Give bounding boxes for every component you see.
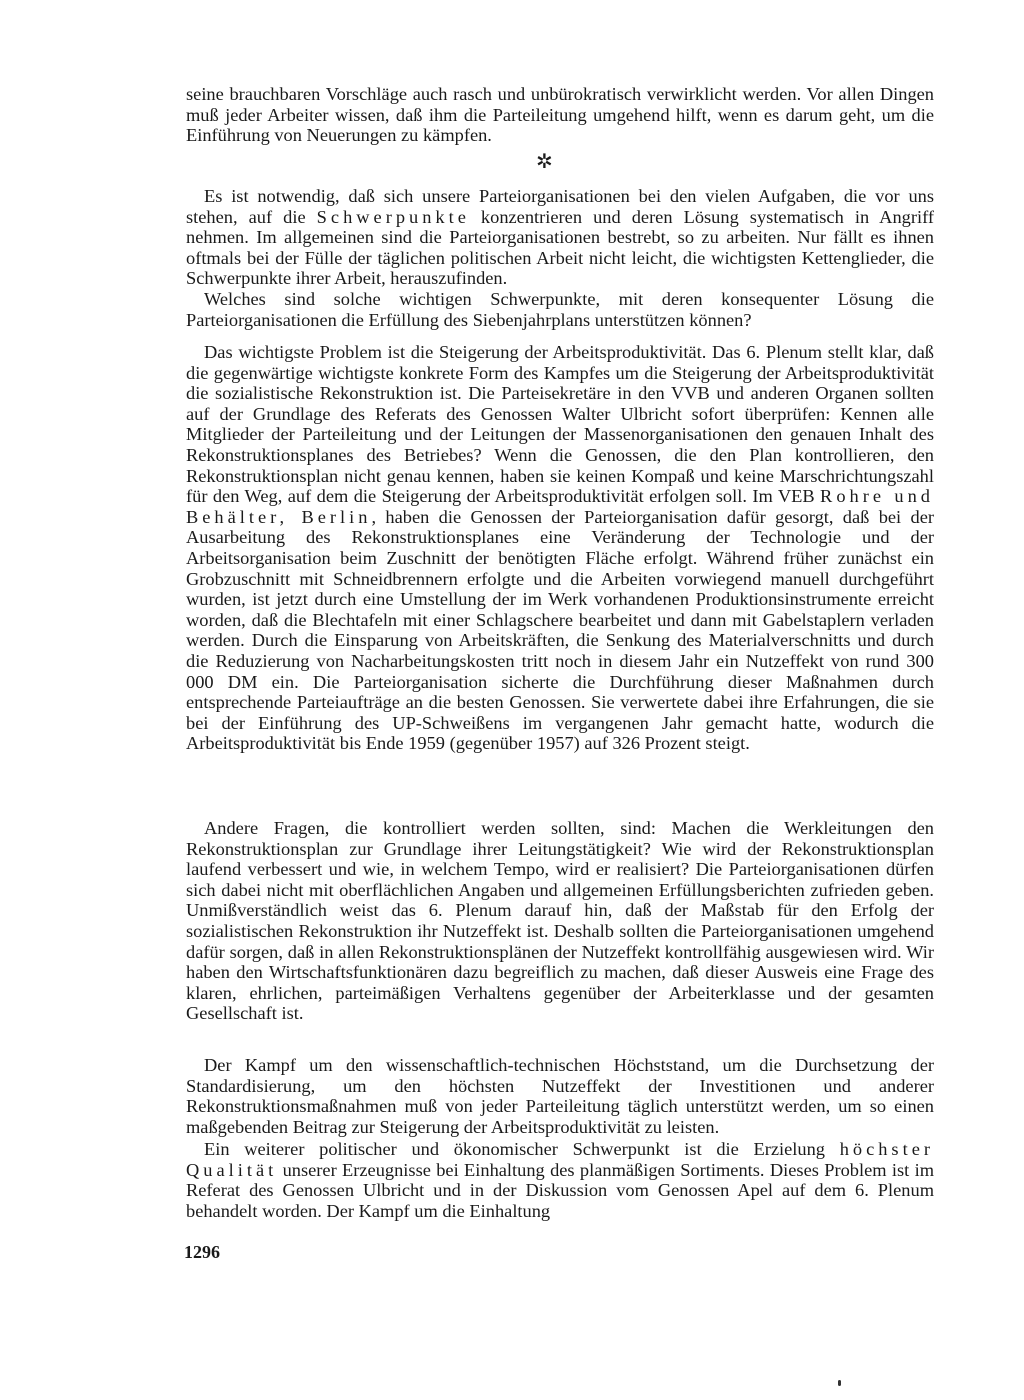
paragraph-continuation: [186, 84, 934, 146]
paragraph-text: Welches sind solche wichtigen Schwerpunkte, mit deren konsequenter Lösung die Parteiorganisationen die Erfüllung des Siebenjahrplans unterstützen können?: [186, 289, 934, 330]
paragraph-text: Das wichtigste Problem ist die Steigerung der Arbeitsproduktivität. Das 6. Plenum stellt klar, daß die gegenwärtige wichtigste konkrete Form des Kampfes um die Steigerung der Arbeitsproduktivität die sozialistische Rekonstruktion ist. Die Parteisekretäre in den VVB und anderen Organen sollten auf der Grundlage des Referats des Genossen Walter Ulbricht sofort überprüfen: Kennen alle Mitglieder der Parteileitung und der Leitungen der Massenorganisationen den genauen Inhalt des Rekonstruktionsplanes des Betriebes? Wenn die Genossen, die den Plan kontrollieren, den Rekonstruktionsplan nicht genau kennen, haben sie keinen Kompaß und keine Marschrichtungszahl für den Weg, auf dem die Steigerung der Arbeitsproduktivität erfolgen soll. Im VEB: [186, 342, 934, 507]
emphasis-text: Schwerpunkte: [316, 206, 470, 227]
paragraph-arbeitsproduktivitaet: [186, 342, 934, 754]
paragraph-text: unserer Erzeugnisse bei Einhaltung des planmäßigen Sortiments. Dieses Problem ist im Referat des Genossen Ulbricht und in der Diskussion vom Genossen Apel auf dem 6. Plenum behandelt worden. Der Kampf um die Einhaltung: [186, 1159, 934, 1221]
paragraph-text: Andere Fragen, die kontrolliert werden sollten, sind: Machen die Werkleitungen den Rekonstruktionsplan zur Grundlage ihrer Leitungstätigkeit? Wie wird der Rekonstruktionsplan laufend verbessert und wie, in welchem Tempo, wird er realisiert? Die Parteiorganisationen dürfen sich dabei nicht mit oberflächlichen Angaben und allgemeinen Erfüllungsberichten zufrieden geben. Unmißverständlich weist das 6. Plenum darauf hin, daß der Maßstab für den Erfolg der sozialistischen Rekonstruktion ihr Nutzeffekt ist. Deshalb sollten die Parteiorganisationen umgehend dafür sorgen, daß in allen Rekonstruktionsplänen der Nutzeffekt kontrollfähig ausgewiesen wird. Wir haben den Wirtschaftsfunktionären dazu begreiflich zu machen, daß dieser Ausweis eine Frage des klaren, ehrlichen, parteimäßigen Verhaltens gegenüber der Arbeiterklasse und der gesamten Gesellschaft ist.: [186, 818, 934, 1024]
emphasis-text: Rohre und Behälter, Berlin: [186, 486, 934, 527]
paragraph-text: Es ist notwendig, daß sich unsere Parteiorganisationen bei den vielen Aufgaben, die vor uns stehen, auf die: [186, 186, 934, 227]
section-separator-icon: ✲: [536, 151, 553, 173]
paragraph-text: , haben die Genossen der Parteiorganisation dafür gesorgt, daß bei der Ausarbeitung des Rekonstruktionsplanes eine Veränderung der Technologie und der Arbeitsorganisation beim Zuschnitt der benötigten Fläche erfolgt. Während früher zunächst ein Grobzuschnitt mit Schneidbrennern erfolgte und die Arbeiten vorwiegend manuell durchgeführt wurden, ist jetzt durch eine Umstellung der im Werk vorhandenen Produktionsinstrumente erreicht worden, daß die Blechtafeln mit einer Schlagschere bearbeitet und dann mit Gabelstaplern verladen werden. Durch die Einsparung von Arbeitskräften, die Senkung des Materialverschnitts und durch die Reduzierung von Nacharbeitungskosten tritt noch in diesem Jahr ein Nutzeffekt von rund 300 000 DM ein. Die Parteiorganisation sicherte die Durchführung dieser Maßnahmen durch entsprechende Parteiaufträge an die besten Genossen. Sie verwertete dabei ihre Erfahrungen, die sie bei der Einführung des UP-Schweißens im vergangenen Jahr gemacht hatte, wodurch die Arbeitsproduktivität bis Ende 1959 (gegenüber 1957) auf 326 Prozent steigt.: [186, 506, 934, 754]
paragraph-schwerpunkte: [186, 186, 934, 289]
page-number: 1296: [184, 1242, 220, 1262]
scan-speck: [838, 1380, 841, 1386]
paragraph-text: seine brauchbaren Vorschläge auch rasch und unbürokratisch verwirklicht werden. Vor allen Dingen muß jeder Arbeiter wissen, daß ihm die Parteileitung umgehend hilft, wenn es darum geht, um die Einführung von Neuerungen zu kämpfen.: [186, 84, 934, 146]
paragraph-qualitaet: [186, 1139, 934, 1221]
paragraph-text: konzentrieren und deren Lösung systematisch in Angriff nehmen. Im allgemeinen sind die Parteiorganisationen bestrebt, so zu arbeiten. Nur fällt es ihnen oftmals bei der Fülle der täglichen politischen Arbeit nicht leicht, die wichtigsten Kettenglieder, die Schwerpunkte ihrer Arbeit, herauszufinden.: [186, 206, 934, 289]
emphasis-text: höchster Qualität: [186, 1139, 934, 1180]
paragraph-text: Ein weiterer politischer und ökonomischer Schwerpunkt ist die Erzielung: [204, 1139, 840, 1159]
paragraph-fragen: [186, 818, 934, 1024]
paragraph-hoechststand: [186, 1055, 934, 1137]
paragraph-text: Der Kampf um den wissenschaftlich-technischen Höchststand, um die Durchsetzung der Standardisierung, um den höchsten Nutzeffekt der Investitionen und anderer Rekonstruktionsmaßnahmen muß von jeder Parteileitung täglich unterstützt werden, um so einen maßgebenden Beitrag zur Steigerung der Arbeitsproduktivität zu leisten.: [186, 1055, 934, 1137]
paragraph-question: [186, 289, 934, 330]
